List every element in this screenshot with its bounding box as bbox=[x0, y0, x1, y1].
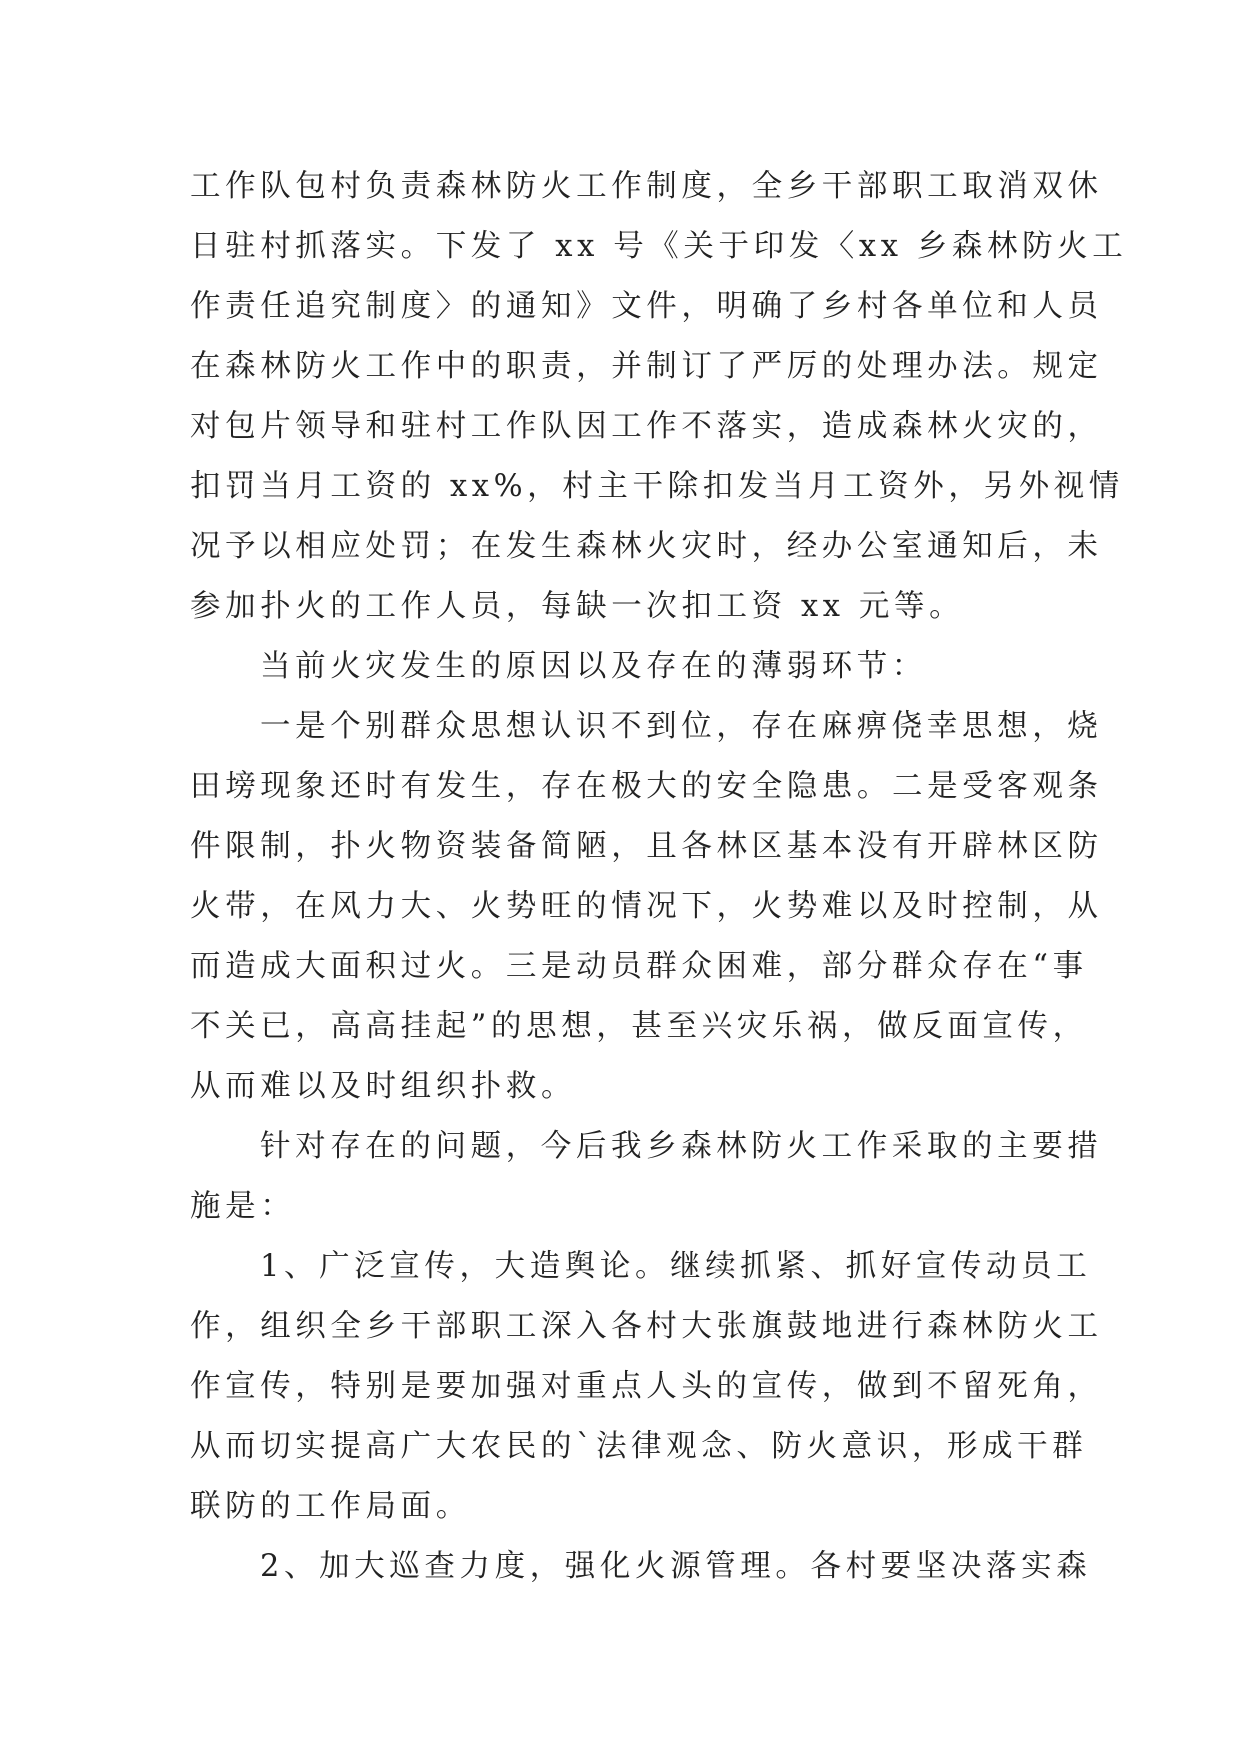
text-line-7: 况予以相应处罚；在发生森林火灾时，经办公室通知后，未 bbox=[190, 529, 1103, 564]
text-line-5: 对包片领导和驻村工作队因工作不落实，造成森林火灾的， bbox=[190, 409, 1103, 444]
section-heading-measures: 针对存在的问题，今后我乡森林防火工作采取的主要措 bbox=[260, 1129, 1103, 1164]
text-line-14: 而造成大面积过火。三是动员群众困难，部分群众存在“事 bbox=[190, 949, 1088, 984]
text-line-4: 在森林防火工作中的职责，并制订了严厉的处理办法。规定 bbox=[190, 349, 1103, 384]
document-body bbox=[190, 157, 1128, 1597]
text-line-23: 联防的工作局面。 bbox=[190, 1489, 471, 1524]
measure-item-2: 2、加大巡查力度，强化火源管理。各村要坚决落实森 bbox=[260, 1549, 1092, 1584]
text-line-11: 田塝现象还时有发生，存在极大的安全隐患。二是受客观条 bbox=[190, 769, 1103, 804]
text-line-13: 火带，在风力大、火势旺的情况下，火势难以及时控制，从 bbox=[190, 889, 1103, 924]
text-line-8: 参加扑火的工作人员，每缺一次扣工资 xx 元等。 bbox=[190, 589, 965, 624]
text-line-1: 工作队包村负责森林防火工作制度，全乡干部职工取消双休 bbox=[190, 169, 1103, 204]
measure-item-1: 1、广泛宣传，大造舆论。继续抓紧、抓好宣传动员工 bbox=[260, 1249, 1092, 1284]
text-line-15: 不关已，高高挂起”的思想，甚至兴灾乐祸，做反面宣传， bbox=[190, 1009, 1088, 1044]
text-line-10: 一是个别群众思想认识不到位，存在麻痹侥幸思想，烧 bbox=[260, 709, 1103, 744]
text-line-6: 扣罚当月工资的 xx%，村主干除扣发当月工资外，另外视情 bbox=[190, 469, 1124, 504]
text-line-18: 施是： bbox=[190, 1189, 296, 1224]
text-line-20: 作，组织全乡干部职工深入各村大张旗鼓地进行森林防火工 bbox=[190, 1309, 1103, 1344]
text-line-16: 从而难以及时组织扑救。 bbox=[190, 1069, 577, 1104]
text-line-21: 作宣传，特别是要加强对重点人头的宣传，做到不留死角， bbox=[190, 1369, 1103, 1404]
text-line-3: 作责任追究制度〉的通知》文件，明确了乡村各单位和人员 bbox=[190, 289, 1103, 324]
text-line-12: 件限制，扑火物资装备简陋，且各林区基本没有开辟林区防 bbox=[190, 829, 1103, 864]
section-heading-causes: 当前火灾发生的原因以及存在的薄弱环节： bbox=[260, 649, 927, 684]
text-line-2: 日驻村抓落实。下发了 xx 号《关于印发〈xx 乡森林防火工 bbox=[190, 229, 1128, 264]
text-line-22: 从而切实提高广大农民的`法律观念、防火意识，形成干群 bbox=[190, 1429, 1088, 1464]
